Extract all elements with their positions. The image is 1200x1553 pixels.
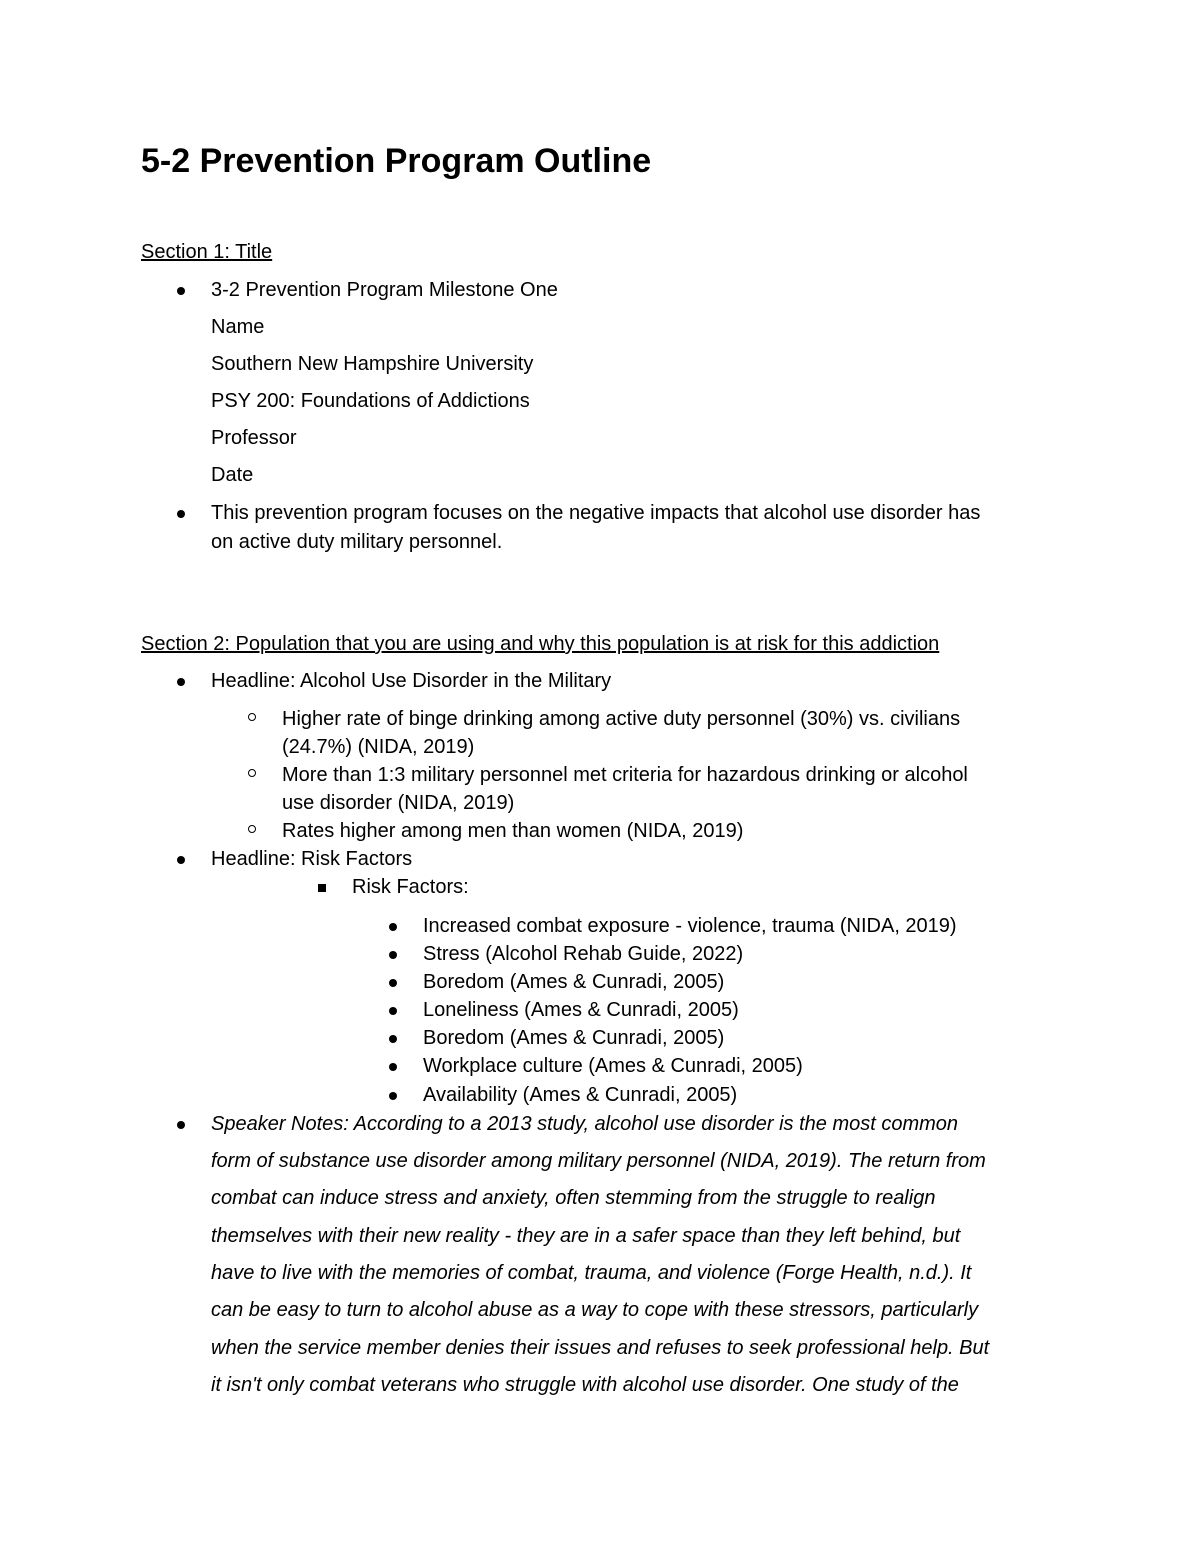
speaker-notes-line: can be easy to turn to alcohol abuse as a way to cope with these stressors, particularly	[211, 1299, 979, 1321]
sub-item: More than 1:3 military personnel met criteria for hazardous drinking or alcohol	[282, 764, 968, 786]
hollow-bullet-icon	[248, 825, 256, 833]
risk-factor-item: Availability (Ames & Cunradi, 2005)	[423, 1084, 738, 1106]
risk-factor-item: Increased combat exposure - violence, trauma (NIDA, 2019)	[423, 915, 957, 937]
bullet-icon	[389, 979, 397, 987]
risk-factors-label: Risk Factors:	[352, 876, 469, 898]
bullet-icon	[177, 678, 185, 686]
bullet-icon	[389, 1007, 397, 1015]
sub-item: (24.7%) (NIDA, 2019)	[282, 736, 475, 758]
speaker-notes-line: form of substance use disorder among military personnel (NIDA, 2019). The return from	[211, 1150, 986, 1172]
bullet-icon	[389, 923, 397, 931]
section-2-heading: Section 2: Population that you are using and why this population is at risk for this addiction	[141, 633, 940, 655]
bullet-icon	[177, 856, 185, 864]
bullet-icon	[389, 951, 397, 959]
sub-item: Higher rate of binge drinking among active duty personnel (30%) vs. civilians	[282, 708, 961, 730]
risk-factor-item: Boredom (Ames & Cunradi, 2005)	[423, 971, 725, 993]
bullet-icon	[389, 1063, 397, 1071]
hollow-bullet-icon	[248, 713, 256, 721]
speaker-notes-line: Speaker Notes: According to a 2013 study, alcohol use disorder is the most common	[211, 1113, 959, 1135]
section-1-line: Name	[211, 316, 265, 338]
section-1-line: Southern New Hampshire University	[211, 353, 534, 375]
bullet-icon	[389, 1035, 397, 1043]
section-1-line: PSY 200: Foundations of Addictions	[211, 390, 530, 412]
sub-item: use disorder (NIDA, 2019)	[282, 792, 515, 814]
bullet-icon	[177, 287, 185, 295]
risk-factor-item: Loneliness (Ames & Cunradi, 2005)	[423, 999, 739, 1021]
speaker-notes-line: combat can induce stress and anxiety, often stemming from the struggle to realign	[211, 1187, 936, 1209]
section-1-line: Professor	[211, 427, 297, 449]
document-title: 5-2 Prevention Program Outline	[141, 142, 652, 180]
speaker-notes-line: have to live with the memories of combat, trauma, and violence (Forge Health, n.d.). It	[211, 1262, 972, 1284]
bullet-icon	[389, 1092, 397, 1100]
risk-factor-item: Workplace culture (Ames & Cunradi, 2005)	[423, 1055, 803, 1077]
section-1-heading: Section 1: Title	[141, 241, 273, 263]
speaker-notes-line: themselves with their new reality - they are in a safer space than they left behind, but	[211, 1225, 961, 1247]
hollow-bullet-icon	[248, 769, 256, 777]
headline-alcohol-use: Headline: Alcohol Use Disorder in the Military	[211, 670, 612, 692]
speaker-notes-line: it isn't only combat veterans who struggle with alcohol use disorder. One study of the	[211, 1374, 959, 1396]
sub-item: Rates higher among men than women (NIDA, 2019)	[282, 820, 744, 842]
bullet-icon	[177, 510, 185, 518]
section-1-line: 3-2 Prevention Program Milestone One	[211, 279, 558, 301]
section-1-summary: on active duty military personnel.	[211, 531, 503, 553]
square-bullet-icon	[318, 884, 326, 892]
section-1-line: Date	[211, 464, 254, 486]
section-1-summary: This prevention program focuses on the negative impacts that alcohol use disorder has	[211, 502, 981, 524]
risk-factor-item: Boredom (Ames & Cunradi, 2005)	[423, 1027, 725, 1049]
headline-risk-factors: Headline: Risk Factors	[211, 848, 413, 870]
bullet-icon	[177, 1121, 185, 1129]
risk-factor-item: Stress (Alcohol Rehab Guide, 2022)	[423, 943, 744, 965]
speaker-notes-line: when the service member denies their issues and refuses to seek professional help. But	[211, 1337, 990, 1359]
